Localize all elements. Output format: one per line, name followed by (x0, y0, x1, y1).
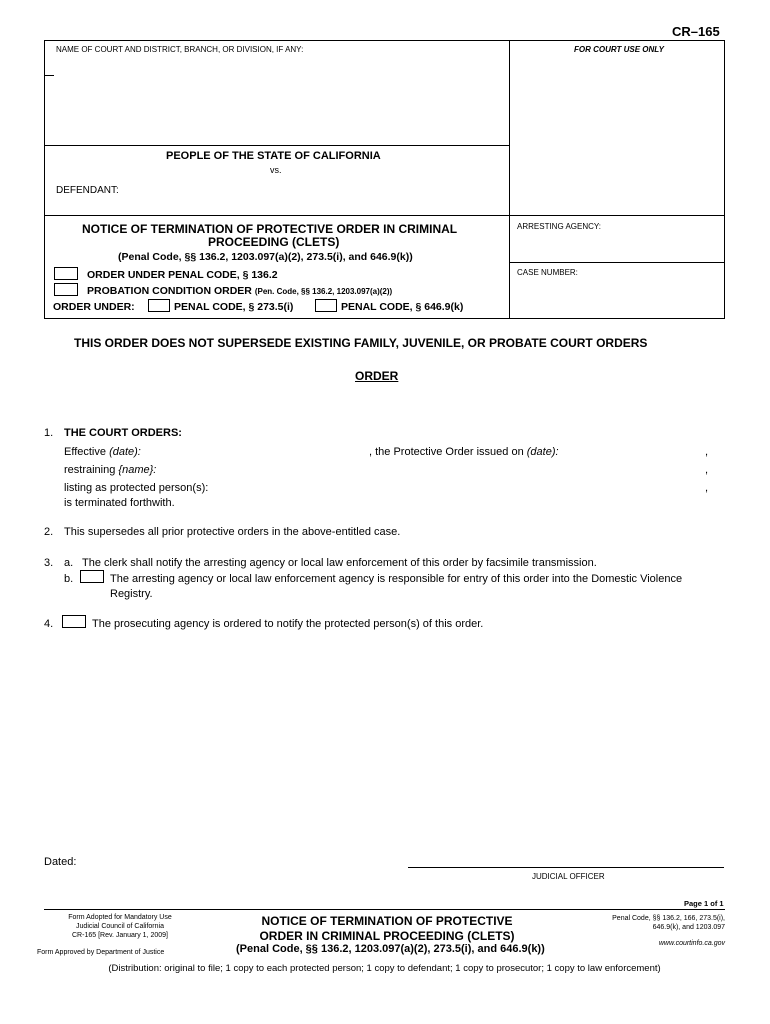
title-line1: NOTICE OF TERMINATION OF PROTECTIVE ORDER IN CRIMINAL (82, 222, 458, 236)
footer-title-line1: NOTICE OF TERMINATION OF PROTECTIVE (261, 914, 513, 928)
comma-2: , (705, 464, 709, 476)
terminated-text: is terminated forthwith. (64, 497, 175, 509)
adopted-line1: Form Adopted for Mandatory Use (68, 914, 172, 921)
restrained-name-field[interactable] (165, 462, 700, 477)
issued-on-label (369, 446, 559, 458)
case-number-field[interactable] (517, 280, 717, 312)
footer-codes-line2: 646.9(k), and 1203.097 (652, 924, 725, 931)
dated-label: Dated: (44, 856, 77, 868)
effective-date-hint: (date): (109, 446, 141, 458)
distribution-note: (Distribution: original to file; 1 copy to each protected person; 1 copy to defendant; 1 copy to prosecutor; 1 copy to law enforcement) (108, 963, 661, 974)
footer-title-codes: (Penal Code, §§ 136.2, 1203.097(a)(2), 273.5(i), and 646.9(k)) (236, 943, 545, 955)
court-use-area (516, 56, 716, 208)
item1-number: 1. (44, 427, 54, 439)
restraining-label (64, 464, 156, 476)
item3a-label: a. (64, 557, 74, 569)
dated-field[interactable] (84, 854, 284, 869)
probation-order-text: PROBATION CONDITION ORDER (87, 285, 252, 297)
court-name-field[interactable] (56, 60, 496, 140)
caption-divider (44, 215, 725, 216)
approved-by: Form Approved by Department of Justice (37, 949, 165, 956)
comma-3: , (705, 482, 709, 494)
footer-codes (590, 914, 725, 932)
penal-646-checkbox[interactable] (315, 299, 337, 312)
effective-date-field[interactable] (155, 444, 365, 459)
signature-line (408, 867, 724, 868)
issued-date-hint: (date): (526, 446, 559, 458)
form-number: CR–165 (672, 24, 720, 39)
protected-persons-field[interactable] (220, 480, 700, 495)
page-number: Page 1 of 1 (684, 899, 724, 908)
item3a-text: The clerk shall notify the arresting agency or local law enforcement of this order by facsimile transmission. (82, 557, 597, 569)
item2-number: 2. (44, 526, 54, 538)
tick-mark (44, 75, 54, 76)
notice-banner: THIS ORDER DOES NOT SUPERSEDE EXISTING FAMILY, JUVENILE, OR PROBATE COURT ORDERS (74, 336, 648, 350)
item3-number: 3. (44, 557, 54, 569)
item3b-label: b. (64, 573, 74, 585)
frame-right (724, 40, 725, 318)
adopted-block (44, 913, 196, 940)
footer-website[interactable]: www.courtinfo.ca.gov (658, 940, 725, 947)
order-heading: ORDER (355, 369, 399, 383)
arresting-agency-field[interactable] (517, 234, 717, 258)
court-use-label: FOR COURT USE ONLY (574, 45, 664, 54)
frame-bottom (44, 318, 725, 319)
versus: vs. (270, 165, 282, 175)
footer-title-line2: ORDER IN CRIMINAL PROCEEDING (CLETS) (259, 929, 515, 943)
item3b-checkbox[interactable] (80, 570, 104, 583)
frame-divider (509, 40, 510, 318)
footer-title (252, 914, 522, 944)
probation-order-codes: (Pen. Code, §§ 136.2, 1203.097(a)(2)) (254, 287, 393, 296)
restraining-text: restraining (64, 464, 116, 476)
defendant-label: DEFENDANT: (56, 185, 119, 196)
people-heading: PEOPLE OF THE STATE OF CALIFORNIA (166, 150, 381, 162)
item3b-text1: The arresting agency or local law enforcement agency is responsible for entry of this order into the Domestic Violence (110, 573, 683, 585)
issued-date-field[interactable] (572, 444, 702, 459)
adopted-line3: CR-165 [Rev. January 1, 2009] (72, 932, 168, 939)
judicial-officer-signature-field[interactable] (408, 848, 724, 866)
title-line2: PROCEEDING (CLETS) (208, 235, 340, 249)
comma-1: , (705, 446, 709, 458)
arresting-agency-label: ARRESTING AGENCY: (517, 222, 602, 231)
penal-273-label: PENAL CODE, § 273.5(i) (174, 301, 294, 313)
footer-rule (44, 909, 725, 910)
penal-273-checkbox[interactable] (148, 299, 170, 312)
frame-top (44, 40, 725, 41)
item4-number: 4. (44, 618, 54, 630)
effective-label (64, 446, 141, 458)
item3b-text2: Registry. (110, 588, 153, 600)
case-number-label: CASE NUMBER: (517, 268, 578, 277)
item4-text: The prosecuting agency is ordered to notify the protected person(s) of this order. (92, 618, 484, 630)
protected-persons-label: listing as protected person(s): (64, 482, 209, 494)
item2-text: This supersedes all prior protective orders in the above-entitled case. (64, 526, 401, 538)
item4-checkbox[interactable] (62, 615, 86, 628)
frame-left (44, 40, 45, 318)
court-name-divider (44, 145, 510, 146)
court-name-label: NAME OF COURT AND DISTRICT, BRANCH, OR DIVISION, IF ANY: (56, 45, 304, 54)
item1-heading: THE COURT ORDERS: (64, 427, 182, 439)
adopted-line2: Judicial Council of California (76, 923, 164, 930)
judicial-officer-label: JUDICIAL OFFICER (532, 872, 605, 881)
agency-divider (509, 262, 725, 263)
title-codes: (Penal Code, §§ 136.2, 1203.097(a)(2), 273.5(i), and 646.9(k)) (118, 251, 413, 263)
order-136-2-checkbox[interactable] (54, 267, 78, 280)
defendant-field[interactable] (125, 182, 495, 198)
probation-order-checkbox[interactable] (54, 283, 78, 296)
issued-on-text: , the Protective Order issued on (369, 446, 524, 458)
probation-order-label (87, 285, 392, 297)
footer-codes-line1: Penal Code, §§ 136.2, 166, 273.5(i), (612, 915, 725, 922)
effective-text: Effective (64, 446, 106, 458)
order-136-2-label: ORDER UNDER PENAL CODE, § 136.2 (87, 269, 278, 281)
penal-646-label: PENAL CODE, § 646.9(k) (341, 301, 464, 313)
order-under-label: ORDER UNDER: (53, 301, 135, 313)
restraining-name-hint: {name}: (118, 464, 157, 476)
